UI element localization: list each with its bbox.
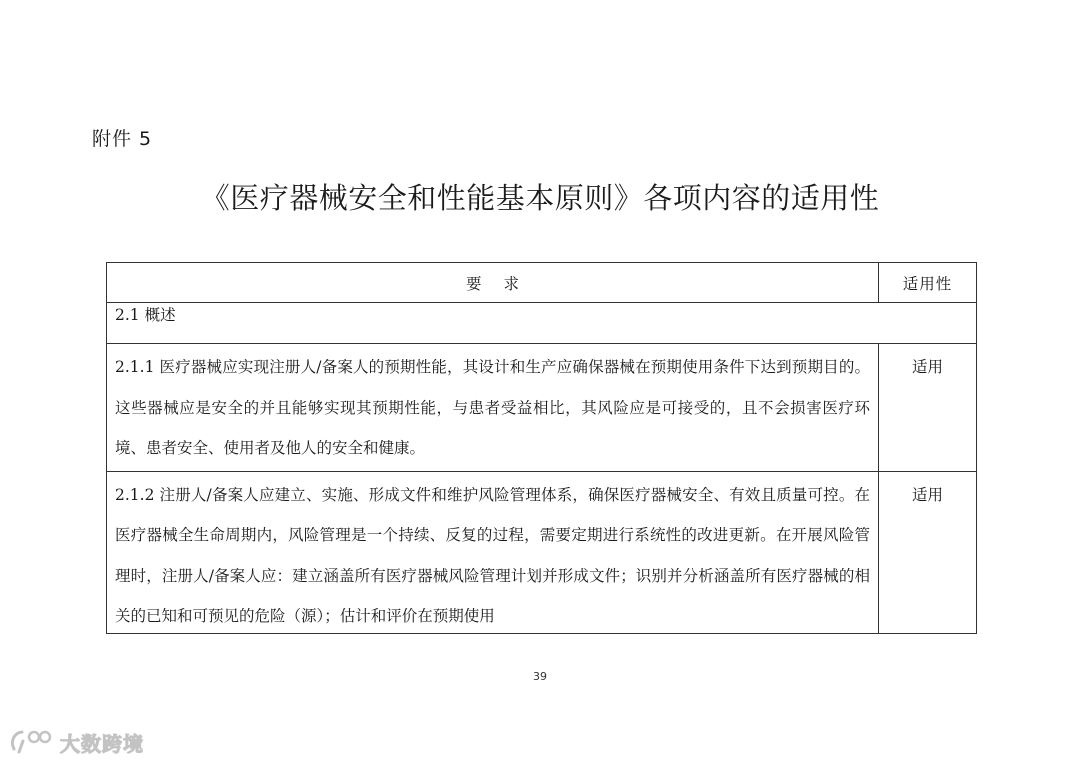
requirement-text: 2.1.2 注册人/备案人应建立、实施、形成文件和维护风险管理体系，确保医疗器械安全、有效且质量可控。在医疗器械全生命周期内，风险管理是一个持续、反复的过程，需要定期进行系统性的改进更新。在开展风险管理时，注册人/备案人应：建立涵盖所有医疗器械风险管理计划并形成文件；识别并分析涵盖所有医疗器械的相关的已知和可预见的危险（源）；估计和评价在预期使用	[115, 485, 870, 625]
document-title: 《医疗器械安全和性能基本原则》各项内容的适用性	[200, 181, 880, 215]
applicability-value: 适用	[879, 344, 977, 472]
attachment-label: 附件 5	[92, 128, 153, 150]
page-number: 39	[533, 670, 547, 683]
brand-logo-icon	[8, 727, 54, 757]
table-row	[107, 471, 977, 633]
section-row	[107, 303, 977, 344]
table-header-row	[107, 263, 977, 303]
header-requirement-label: 要求	[465, 274, 541, 293]
requirements-table	[106, 262, 977, 634]
table-row	[107, 344, 977, 472]
requirement-text: 2.1.1 医疗器械应实现注册人/备案人的预期性能，其设计和生产应确保器械在预期使用条件下达到预期目的。这些器械应是安全的并且能够实现其预期性能，与患者受益相比，其风险应是可接受的，且不会损害医疗环境、患者安全、使用者及他人的安全和健康。	[107, 344, 879, 472]
watermark	[8, 726, 144, 758]
applicability-value: 适用	[879, 471, 977, 633]
header-requirement	[107, 263, 879, 303]
requirement-text-cell	[107, 471, 879, 633]
header-applicability: 适用性	[879, 263, 977, 303]
watermark-text: 大数跨境	[60, 731, 144, 756]
section-heading: 2.1 概述	[107, 303, 977, 344]
